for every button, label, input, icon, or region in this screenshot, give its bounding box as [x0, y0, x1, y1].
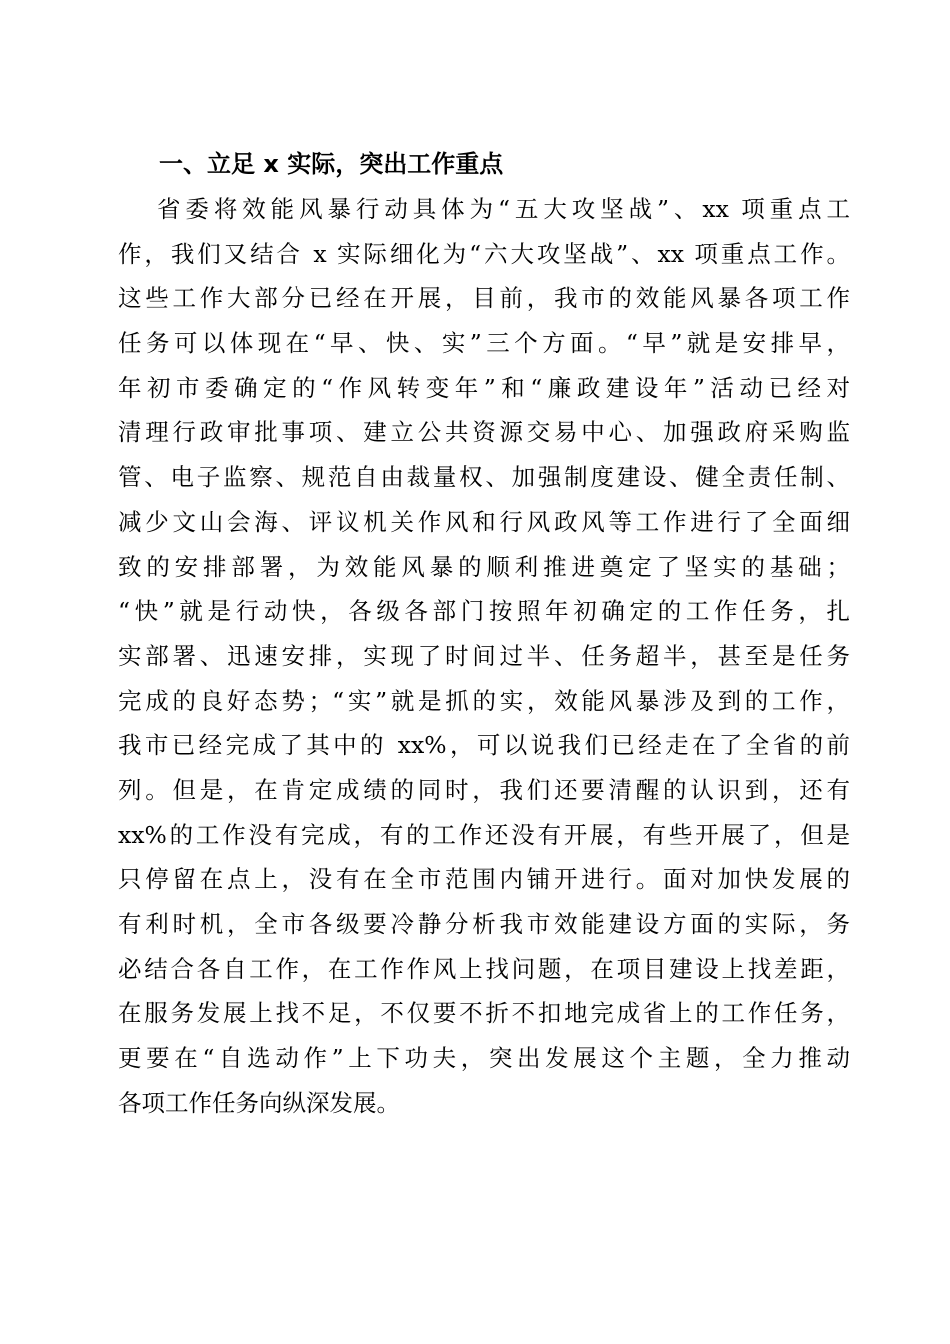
- paragraph-line: 省委将效能风暴行动具体为“五大攻坚战”、xx 项重点工: [157, 195, 850, 223]
- paragraph-line: 任务可以体现在“早、快、实”三个方面。“早”就是安排早，: [118, 329, 850, 358]
- paragraph-line: 只停留在点上，没有在全市范围内铺开进行。面对加快发展的: [118, 865, 850, 894]
- paragraph-line: 清理行政审批事项、建立公共资源交易中心、加强政府采购监: [118, 418, 850, 447]
- paragraph-line: 完成的良好态势；“实”就是抓的实，效能风暴涉及到的工作，: [118, 686, 850, 715]
- paragraph-line: 列。但是，在肯定成绩的同时，我们还要清醒的认识到，还有: [118, 775, 850, 804]
- paragraph-line: xx%的工作没有完成，有的工作还没有开展，有些开展了，但是: [118, 820, 850, 849]
- paragraph-line: “快”就是行动快，各级各部门按照年初确定的工作任务，扎: [118, 597, 850, 626]
- body-paragraph: [118, 187, 850, 1125]
- paragraph-line: 实部署、迅速安排，实现了时间过半、任务超半，甚至是任务: [118, 641, 850, 670]
- paragraph-line: 作，我们又结合 x 实际细化为“六大攻坚战”、xx 项重点工作。: [118, 239, 850, 268]
- paragraph-line: 这些工作大部分已经在开展，目前，我市的效能风暴各项工作: [118, 284, 850, 313]
- paragraph-line: 管、电子监察、规范自由裁量权、加强制度建设、健全责任制、: [118, 463, 850, 492]
- section-heading: 一、立足 x 实际，突出工作重点: [159, 150, 504, 178]
- paragraph-line: 各项工作任务向纵深发展。: [118, 1088, 400, 1117]
- paragraph-line: 减少文山会海、评议机关作风和行风政风等工作进行了全面细: [118, 507, 850, 536]
- paragraph-line: 必结合各自工作，在工作作风上找问题，在项目建设上找差距，: [118, 954, 850, 983]
- paragraph-line: 年初市委确定的“作风转变年”和“廉政建设年”活动已经对: [118, 373, 850, 402]
- paragraph-line: 在服务发展上找不足，不仅要不折不扣地完成省上的工作任务，: [118, 999, 850, 1028]
- paragraph-line: 更要在“自选动作”上下功夫，突出发展这个主题，全力推动: [118, 1044, 850, 1073]
- paragraph-line: 致的安排部署，为效能风暴的顺利推进奠定了坚实的基础；: [118, 552, 850, 581]
- paragraph-line: 我市已经完成了其中的 xx%，可以说我们已经走在了全省的前: [118, 731, 850, 760]
- paragraph-line: 有利时机，全市各级要冷静分析我市效能建设方面的实际，务: [118, 910, 850, 938]
